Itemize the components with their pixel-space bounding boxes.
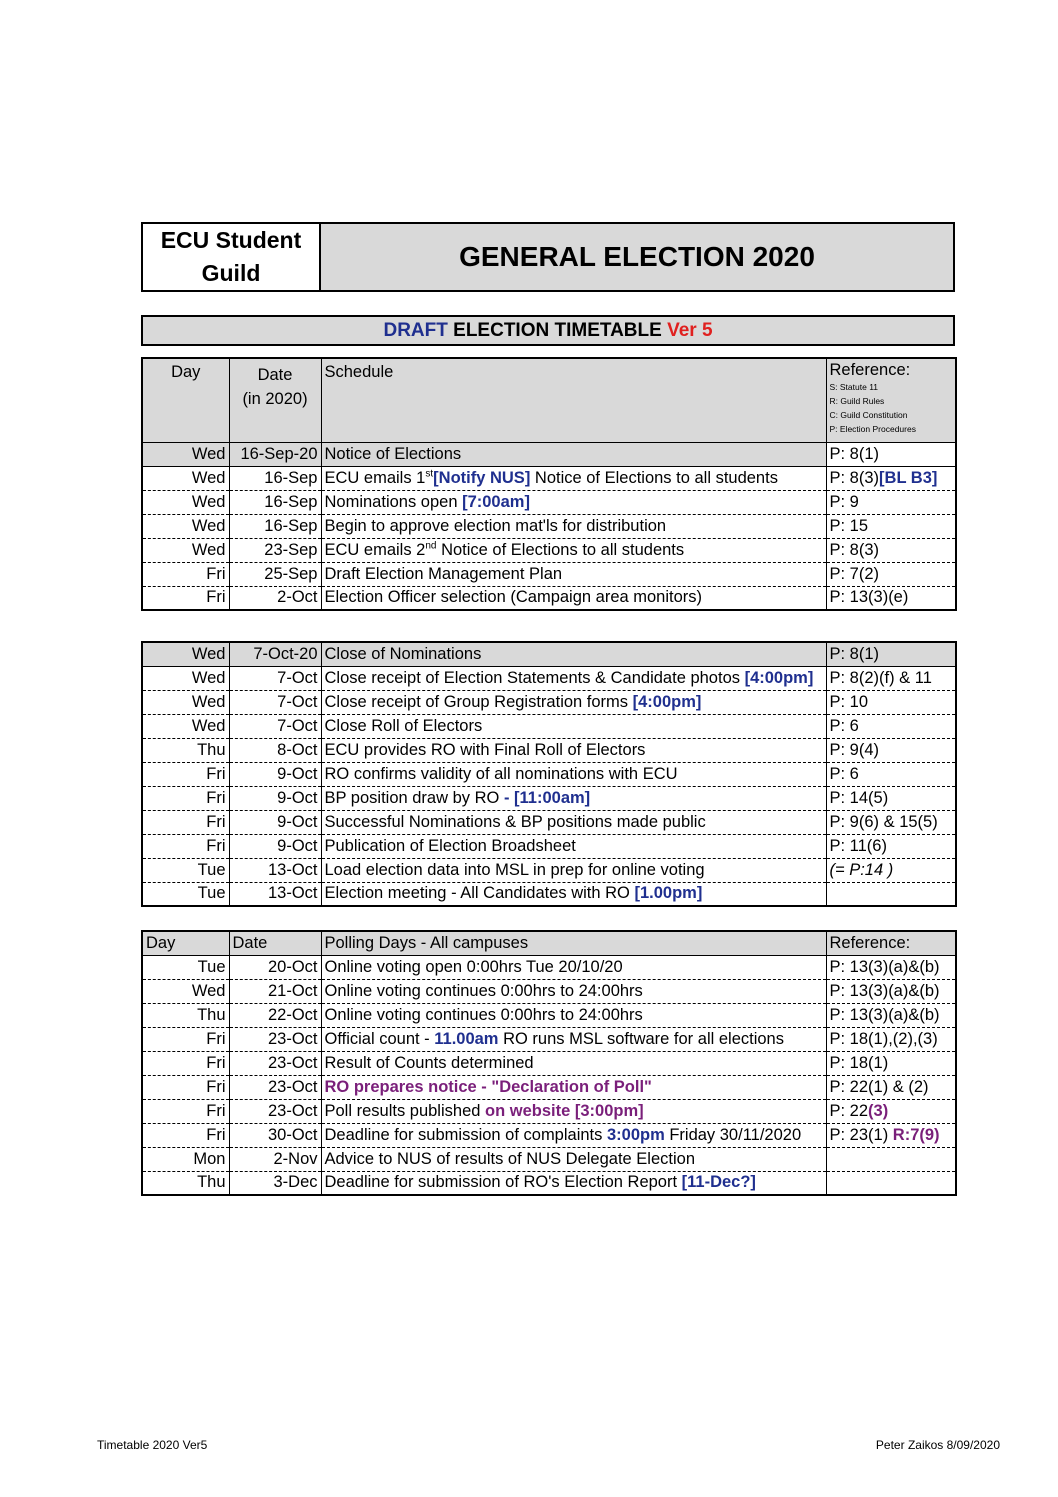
day-cell: Fri xyxy=(142,562,229,586)
date-cell: 9-Oct xyxy=(229,834,321,858)
section-row xyxy=(142,442,956,466)
reference-cell xyxy=(826,1123,956,1147)
table-row xyxy=(142,490,956,514)
schedule-note: - [11:00am] xyxy=(503,788,591,807)
table-row xyxy=(142,882,956,906)
table-row xyxy=(142,834,956,858)
schedule-text: Result of Counts determined xyxy=(324,1053,534,1072)
reference-cell xyxy=(826,490,956,514)
reference-text: P: 9 xyxy=(829,492,859,511)
reference-text: P: 13(3)(a)&(b) xyxy=(829,981,940,1000)
date-cell: 2-Oct xyxy=(229,586,321,610)
reference-cell xyxy=(826,1099,956,1123)
schedule-cell xyxy=(321,786,826,810)
schedule-text: Online voting continues 0:00hrs to 24:00hrs xyxy=(324,981,643,1000)
date-cell: 7-Oct xyxy=(229,666,321,690)
banner-mid: ELECTION TIMETABLE xyxy=(447,320,668,341)
reference-text: P: 18(1) xyxy=(829,1053,889,1072)
day-cell: Wed xyxy=(142,442,229,466)
day-cell: Fri xyxy=(142,586,229,610)
schedule-text: BP position draw by RO xyxy=(324,788,504,807)
date-cell: 16-Sep xyxy=(229,466,321,490)
reference-text: P: 9(4) xyxy=(829,740,880,759)
col-day-header: Day xyxy=(142,931,229,955)
table-row xyxy=(142,690,956,714)
footer-left: Timetable 2020 Ver5 xyxy=(97,1438,208,1452)
date-cell: 23-Oct xyxy=(229,1075,321,1099)
table-row xyxy=(142,810,956,834)
col-reference-header xyxy=(826,358,956,442)
day-cell: Fri xyxy=(142,1123,229,1147)
date-cell: 16-Sep xyxy=(229,490,321,514)
schedule-text: Close receipt of Group Registration forms xyxy=(324,692,633,711)
reference-cell xyxy=(826,738,956,762)
schedule-cell xyxy=(321,1075,826,1099)
table-row xyxy=(142,955,956,979)
day-cell: Wed xyxy=(142,514,229,538)
schedule-text: Load election data into MSL in prep for online voting xyxy=(324,860,705,879)
reference-cell xyxy=(826,979,956,1003)
reference-cell: P: 8(1) xyxy=(826,642,956,666)
schedule-text: Close Roll of Electors xyxy=(324,716,483,735)
schedule-text: Draft Election Management Plan xyxy=(324,564,563,583)
reference-text: P: 22(1) & (2) xyxy=(829,1077,929,1096)
schedule-cell xyxy=(321,1051,826,1075)
reference-cell xyxy=(826,858,956,882)
schedule-text: Election meeting - All Candidates with RO xyxy=(324,884,635,903)
reference-text: P: 15 xyxy=(829,516,869,535)
reference-cell xyxy=(826,714,956,738)
day-cell: Fri xyxy=(142,786,229,810)
schedule-cell xyxy=(321,562,826,586)
date-cell: 16-Sep xyxy=(229,514,321,538)
reference-legend-c: C: Guild Constitution xyxy=(829,410,908,420)
reference-highlight: (3) xyxy=(868,1101,889,1120)
reference-text: P: 10 xyxy=(829,692,869,711)
schedule-text-cont: RO runs MSL software for all elections xyxy=(498,1029,784,1048)
reference-cell: P: 8(1) xyxy=(826,442,956,466)
date-cell: 7-Oct xyxy=(229,690,321,714)
reference-cell xyxy=(826,514,956,538)
schedule-cell xyxy=(321,1099,826,1123)
schedule-cell xyxy=(321,738,826,762)
org-line-2: Guild xyxy=(201,260,261,286)
schedule-note: [1.00pm] xyxy=(634,884,703,903)
reference-cell xyxy=(826,955,956,979)
reference-legend-r: R: Guild Rules xyxy=(829,396,885,406)
date-cell: 22-Oct xyxy=(229,1003,321,1027)
reference-header-label: Reference: xyxy=(829,361,911,379)
reference-legend-p: P: Election Procedures xyxy=(829,424,916,434)
reference-text: P: 14(5) xyxy=(829,788,889,807)
schedule-text: ECU emails 1 xyxy=(324,468,426,487)
schedule-text-cont: Notice of Elections to all students xyxy=(530,468,778,487)
reference-text: P: 8(2)(f) & 11 xyxy=(829,668,932,687)
reference-text: P: 8(3) xyxy=(829,468,880,487)
reference-text: P: 13(3)(a)&(b) xyxy=(829,1005,940,1024)
schedule-cell xyxy=(321,714,826,738)
day-cell: Fri xyxy=(142,1027,229,1051)
timetable-banner xyxy=(141,315,955,346)
schedule-note: 11.00am xyxy=(434,1029,499,1048)
table-row xyxy=(142,1075,956,1099)
table-row xyxy=(142,466,956,490)
schedule-text: Begin to approve election mat'ls for distribution xyxy=(324,516,667,535)
date-header-line1: Date xyxy=(257,366,293,384)
reference-cell xyxy=(826,690,956,714)
day-cell: Wed xyxy=(142,979,229,1003)
day-cell: Thu xyxy=(142,738,229,762)
schedule-cell xyxy=(321,762,826,786)
reference-cell xyxy=(826,786,956,810)
reference-cell xyxy=(826,562,956,586)
schedule-cell xyxy=(321,490,826,514)
date-cell: 2-Nov xyxy=(229,1147,321,1171)
reference-text: P: 23(1) xyxy=(829,1125,893,1144)
reference-cell xyxy=(826,466,956,490)
date-cell: 7-Oct-20 xyxy=(229,642,321,666)
schedule-cell xyxy=(321,979,826,1003)
schedule-highlight: RO prepares notice - "Declaration of Poll" xyxy=(324,1077,652,1096)
schedule-note: 3:00pm xyxy=(606,1125,665,1144)
reference-highlight: R:7(9) xyxy=(892,1125,940,1144)
date-cell: 9-Oct xyxy=(229,810,321,834)
table-row xyxy=(142,786,956,810)
schedule-cell xyxy=(321,1147,826,1171)
schedule-cell xyxy=(321,810,826,834)
schedule-note: [4:00pm] xyxy=(632,692,702,711)
reference-text: (= P:14 ) xyxy=(829,860,894,879)
day-cell: Tue xyxy=(142,882,229,906)
schedule-cell xyxy=(321,1123,826,1147)
table-row xyxy=(142,1123,956,1147)
date-cell: 23-Oct xyxy=(229,1027,321,1051)
reference-cell xyxy=(826,810,956,834)
reference-cell xyxy=(826,1003,956,1027)
reference-cell xyxy=(826,1027,956,1051)
table-row xyxy=(142,714,956,738)
schedule-cell xyxy=(321,955,826,979)
date-cell: 30-Oct xyxy=(229,1123,321,1147)
table-row xyxy=(142,586,956,610)
day-cell: Wed xyxy=(142,490,229,514)
table-row xyxy=(142,979,956,1003)
day-cell: Wed xyxy=(142,714,229,738)
organisation-name xyxy=(141,222,321,292)
reference-cell xyxy=(826,666,956,690)
footer-right: Peter Zaikos 8/09/2020 xyxy=(875,1438,1000,1452)
reference-cell xyxy=(826,1051,956,1075)
schedule-note: [11-Dec?] xyxy=(681,1173,756,1192)
date-cell: 9-Oct xyxy=(229,786,321,810)
schedule-cell xyxy=(321,858,826,882)
schedule-cell xyxy=(321,882,826,906)
schedule-text: Publication of Election Broadsheet xyxy=(324,836,576,855)
day-cell: Fri xyxy=(142,1051,229,1075)
schedule-text-cont: Friday 30/11/2020 xyxy=(664,1125,802,1144)
org-line-1: ECU Student xyxy=(160,227,302,253)
reference-cell xyxy=(826,1075,956,1099)
schedule-cell xyxy=(321,1003,826,1027)
col-date-header xyxy=(229,358,321,442)
schedule-text: Advice to NUS of results of NUS Delegate Election xyxy=(324,1149,696,1168)
reference-cell xyxy=(826,762,956,786)
table-row xyxy=(142,666,956,690)
day-cell: Fri xyxy=(142,810,229,834)
date-cell: 8-Oct xyxy=(229,738,321,762)
reference-cell xyxy=(826,586,956,610)
schedule-text: Online voting continues 0:00hrs to 24:00hrs xyxy=(324,1005,643,1024)
schedule-cell xyxy=(321,666,826,690)
date-cell: 21-Oct xyxy=(229,979,321,1003)
timetable-polling-section xyxy=(141,930,957,1196)
banner-version: Ver 5 xyxy=(667,320,713,341)
table-row xyxy=(142,762,956,786)
schedule-text: Nominations open xyxy=(324,492,463,511)
schedule-text: Deadline for submission of RO's Election Report xyxy=(324,1173,682,1192)
schedule-text-cont: Notice of Elections to all students xyxy=(436,540,685,559)
reference-text: P: 22 xyxy=(829,1101,869,1120)
table-row xyxy=(142,538,956,562)
schedule-cell xyxy=(321,1027,826,1051)
day-cell: Fri xyxy=(142,834,229,858)
schedule-cell xyxy=(321,586,826,610)
reference-text: P: 8(3) xyxy=(829,540,880,559)
col-schedule-header: Schedule xyxy=(321,358,826,442)
table-row xyxy=(142,1051,956,1075)
day-cell: Wed xyxy=(142,666,229,690)
col-reference-header: Reference: xyxy=(826,931,956,955)
table-row xyxy=(142,562,956,586)
date-cell: 16-Sep-20 xyxy=(229,442,321,466)
reference-text: P: 18(1),(2),(3) xyxy=(829,1029,938,1048)
document-title: GENERAL ELECTION 2020 xyxy=(319,222,955,292)
schedule-cell xyxy=(321,514,826,538)
day-cell: Fri xyxy=(142,1099,229,1123)
table-header-row xyxy=(142,931,956,955)
schedule-cell xyxy=(321,538,826,562)
banner-draft: DRAFT xyxy=(383,320,448,341)
schedule-text: Election Officer selection (Campaign area monitors) xyxy=(324,588,703,607)
schedule-highlight: on website [3:00pm] xyxy=(485,1101,644,1120)
day-cell: Thu xyxy=(142,1171,229,1195)
day-cell: Wed xyxy=(142,690,229,714)
reference-text: P: 6 xyxy=(829,764,859,783)
date-cell: 9-Oct xyxy=(229,762,321,786)
col-day-header: Day xyxy=(142,358,229,442)
schedule-text: Poll results published xyxy=(324,1101,486,1120)
reference-legend-s: S: Statute 11 xyxy=(829,382,879,392)
schedule-text: Online voting open 0:00hrs Tue 20/10/20 xyxy=(324,957,623,976)
day-cell: Wed xyxy=(142,642,229,666)
schedule-text: RO confirms validity of all nominations with ECU xyxy=(324,764,678,783)
section-row xyxy=(142,642,956,666)
schedule-text: Deadline for submission of complaints xyxy=(324,1125,607,1144)
date-cell: 13-Oct xyxy=(229,858,321,882)
day-cell: Fri xyxy=(142,1075,229,1099)
reference-cell xyxy=(826,538,956,562)
reference-text: P: 13(3)(e) xyxy=(829,588,909,607)
day-cell: Tue xyxy=(142,955,229,979)
date-cell: 23-Oct xyxy=(229,1099,321,1123)
table-row xyxy=(142,1099,956,1123)
day-cell: Fri xyxy=(142,762,229,786)
col-schedule-header: Polling Days - All campuses xyxy=(321,931,826,955)
day-cell: Tue xyxy=(142,858,229,882)
schedule-text: Successful Nominations & BP positions made public xyxy=(324,812,706,831)
reference-note: [BL B3] xyxy=(879,468,938,487)
timetable-notice-section xyxy=(141,357,957,611)
schedule-text: ECU provides RO with Final Roll of Electors xyxy=(324,740,646,759)
reference-text: P: 6 xyxy=(829,716,859,735)
schedule-cell xyxy=(321,690,826,714)
date-cell: 13-Oct xyxy=(229,882,321,906)
schedule-note: [4:00pm] xyxy=(744,668,814,687)
schedule-text: ECU emails 2 xyxy=(324,540,426,559)
schedule-cell xyxy=(321,834,826,858)
day-cell: Wed xyxy=(142,538,229,562)
timetable-nominations-section xyxy=(141,641,957,907)
date-cell: 20-Oct xyxy=(229,955,321,979)
reference-text: P: 13(3)(a)&(b) xyxy=(829,957,940,976)
reference-text: P: 7(2) xyxy=(829,564,880,583)
schedule-cell: Notice of Elections xyxy=(321,442,826,466)
table-header-row xyxy=(142,358,956,442)
date-cell: 23-Oct xyxy=(229,1051,321,1075)
day-cell: Wed xyxy=(142,466,229,490)
table-row xyxy=(142,1171,956,1195)
schedule-text: Close receipt of Election Statements & Candidate photos xyxy=(324,668,745,687)
date-cell: 23-Sep xyxy=(229,538,321,562)
schedule-superscript: nd xyxy=(425,540,437,551)
reference-cell xyxy=(826,882,956,906)
day-cell: Thu xyxy=(142,1003,229,1027)
reference-cell xyxy=(826,1147,956,1171)
schedule-superscript: st xyxy=(425,468,434,479)
schedule-cell xyxy=(321,466,826,490)
col-date-header: Date xyxy=(229,931,321,955)
date-header-line2: (in 2020) xyxy=(242,390,308,408)
table-row xyxy=(142,1147,956,1171)
date-cell: 3-Dec xyxy=(229,1171,321,1195)
date-cell: 25-Sep xyxy=(229,562,321,586)
table-row xyxy=(142,1027,956,1051)
table-row xyxy=(142,858,956,882)
table-row xyxy=(142,514,956,538)
schedule-note: [Notify NUS] xyxy=(433,468,531,487)
schedule-cell: Close of Nominations xyxy=(321,642,826,666)
table-row xyxy=(142,738,956,762)
reference-cell xyxy=(826,1171,956,1195)
date-cell: 7-Oct xyxy=(229,714,321,738)
table-row xyxy=(142,1003,956,1027)
schedule-cell xyxy=(321,1171,826,1195)
reference-text: P: 9(6) & 15(5) xyxy=(829,812,938,831)
reference-cell xyxy=(826,834,956,858)
schedule-note: [7:00am] xyxy=(462,492,530,511)
day-cell: Mon xyxy=(142,1147,229,1171)
schedule-text: Official count - xyxy=(324,1029,435,1048)
reference-text: P: 11(6) xyxy=(829,836,887,855)
